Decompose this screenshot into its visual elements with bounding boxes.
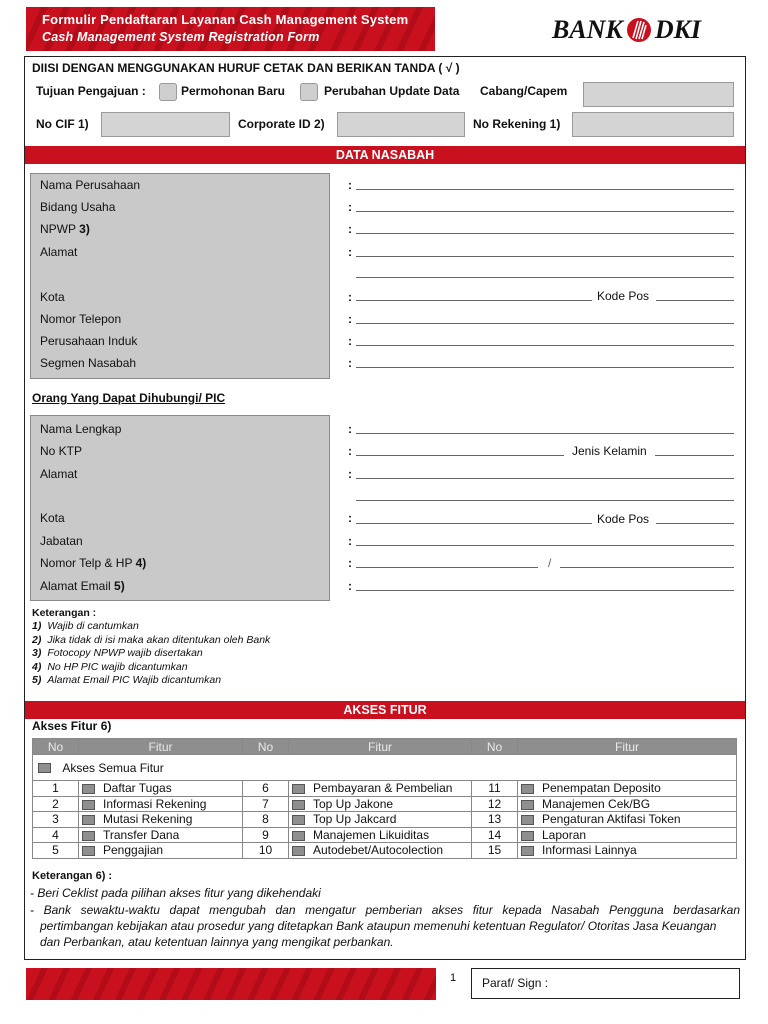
label-pic-address: Alamat [40,467,78,481]
colon: : [348,422,352,436]
colon: : [348,534,352,548]
feature-checkbox[interactable] [521,815,534,825]
feature-number: 10 [243,843,289,859]
new-application-label: Permohonan Baru [181,84,286,98]
feature-cell [289,796,472,812]
input-phone[interactable] [356,323,734,324]
corporate-id-field[interactable] [337,112,465,137]
feature-label: Penempatan Deposito [542,781,661,796]
input-customer-segment[interactable] [356,367,734,368]
notes-list [32,620,270,688]
all-features-row [33,755,737,781]
feature-checkbox[interactable] [82,800,95,810]
label-ktp: No KTP [40,444,83,458]
label-company-name: Nama Perusahaan [40,178,141,192]
feature-checkbox[interactable] [521,800,534,810]
bank-dki-logo [552,12,732,48]
all-features-checkbox[interactable] [38,763,51,773]
feature-label: Top Up Jakone [313,796,394,811]
colon: : [348,511,352,525]
branch-label: Cabang/Capem [480,84,568,98]
purpose-label: Tujuan Pengajuan : [36,84,146,98]
label-parent-company: Perusahaan Induk [40,334,138,348]
feature-number: 2 [33,796,79,812]
account-number-label: No Rekening 1) [473,117,561,131]
new-application-checkbox[interactable] [159,83,177,101]
cif-field[interactable] [101,112,230,137]
feature-label: Autodebet/Autocolection [313,843,444,858]
update-data-label: Perubahan Update Data [324,84,460,98]
table-row [33,827,737,843]
feature-cell [79,812,243,828]
form-subtitle: Cash Management System Registration Form [42,30,320,44]
feature-label: Informasi Lainnya [542,843,637,858]
note-number: 2) [32,633,42,646]
label-pic-email [40,579,125,593]
notes6-line2a: - Bank sewaktu-waktu dapat mengubah dan mengatur pemberian akses fitur kepada Nasabah Pengguna berdasarkan [30,903,740,917]
feature-table [32,738,737,859]
notes6-line2b: pertimbangan kebijakan atau prosedur yang ditetapkan Bank ataupun memenuhi ketentuan Regulator/ Otoritas Jasa Keuangan [40,919,717,933]
label-phone: Nomor Telepon [40,312,122,326]
form-title: Formulir Pendaftaran Layanan Cash Management System [42,12,409,27]
signature-box[interactable] [471,968,740,999]
notes6-title: Keterangan 6) : [32,870,113,882]
account-number-field[interactable] [572,112,734,137]
feature-cell [289,812,472,828]
feature-checkbox[interactable] [292,815,305,825]
label-gender: Jenis Kelamin [572,444,647,458]
pic-labels-panel [30,415,330,601]
feature-checkbox[interactable] [82,784,95,794]
label-npwp-ref: 3) [79,222,90,236]
bank-dki-emblem-icon [625,16,653,44]
feature-checkbox[interactable] [521,831,534,841]
feature-label: Penggajian [103,843,164,858]
table-row [33,781,737,797]
label-business-field: Bidang Usaha [40,200,116,214]
label-pic-email-ref: 5) [114,579,125,593]
feature-number: 13 [472,812,518,828]
note-number: 3) [32,647,42,659]
branch-field[interactable] [583,82,734,107]
feature-cell [289,781,472,797]
col-header-feature: Fitur [289,739,472,755]
feature-checkbox[interactable] [521,784,534,794]
colon: : [348,579,352,593]
note-item [32,647,270,661]
label-pic-city: Kota [40,511,65,525]
feature-label: Daftar Tugas [103,781,172,796]
feature-number: 1 [33,781,79,797]
colon: : [348,556,352,570]
label-pic-postal-code: Kode Pos [597,512,650,526]
label-pic-phone-ref: 4) [135,556,147,570]
update-data-checkbox[interactable] [300,83,318,101]
logo-text-bank: BANK [552,15,623,44]
colon: : [348,290,352,304]
pic-section-title: Orang Yang Dapat Dihubungi/ PIC [32,391,226,405]
feature-cell [289,843,472,859]
input-parent-company[interactable] [356,345,734,346]
feature-checkbox[interactable] [82,831,95,841]
note-text: No HP PIC wajib dicantumkan [47,660,188,673]
note-text: Fotocopy NPWP wajib disertakan [47,647,203,659]
feature-cell [518,796,737,812]
input-position[interactable] [356,545,734,546]
feature-label: Top Up Jakcard [313,812,397,827]
input-pic-address-line2[interactable] [356,500,734,501]
label-npwp-text: NPWP [40,222,76,236]
note-number: 5) [32,674,42,686]
feature-checkbox[interactable] [292,846,305,856]
feature-cell [79,781,243,797]
input-city[interactable] [356,300,592,301]
colon: : [348,178,352,192]
col-header-no: No [472,739,518,755]
label-position: Jabatan [40,534,83,548]
input-ktp[interactable] [356,455,564,456]
label-npwp [40,222,90,236]
corporate-id-label: Corporate ID 2) [238,117,325,131]
colon: : [348,222,352,236]
note-text: Wajib di cantumkan [47,620,139,632]
all-features-label: Akses Semua Fitur [62,760,164,775]
input-pic-address-line1[interactable] [356,478,734,479]
input-full-name[interactable] [356,433,734,434]
col-header-no: No [243,739,289,755]
note-number: 1) [32,620,42,632]
input-business-field[interactable] [356,211,734,212]
feature-number: 3 [33,812,79,828]
input-gender[interactable] [655,455,734,456]
feature-number: 11 [472,781,518,797]
notes-title: Keterangan : [32,607,97,619]
feature-label: Informasi Rekening [103,796,207,811]
feature-number: 5 [33,843,79,859]
input-company-name[interactable] [356,189,734,190]
logo-text-dki: DKI [654,15,702,44]
note-item [32,661,270,675]
table-row [33,843,737,859]
input-postal-code[interactable] [656,300,734,301]
feature-number: 9 [243,827,289,843]
phone-separator: / [548,556,552,570]
colon: : [348,356,352,370]
signature-label: Paraf/ Sign : [482,976,549,990]
feature-label: Laporan [542,827,587,842]
notes6-line2c: dan Perbankan, atau ketentuan lainnya yang mengikat perbankan. [40,935,394,949]
feature-cell [289,827,472,843]
feature-cell [518,827,737,843]
feature-checkbox[interactable] [521,846,534,856]
feature-checkbox[interactable] [292,800,305,810]
colon: : [348,467,352,481]
table-row [33,796,737,812]
label-pic-email-text: Alamat Email [40,579,111,593]
table-row [33,812,737,828]
colon: : [348,312,352,326]
input-npwp[interactable] [356,233,734,234]
input-pic-hp[interactable] [560,567,734,568]
colon: : [348,444,352,458]
colon: : [348,200,352,214]
feature-label: Transfer Dana [103,827,180,842]
feature-cell [79,796,243,812]
label-address: Alamat [40,245,78,259]
feature-checkbox[interactable] [292,784,305,794]
input-address-line1[interactable] [356,256,734,257]
note-text: Jika tidak di isi maka akan ditentukan oleh Bank [47,633,271,646]
note-number: 4) [32,660,42,673]
note-text: Alamat Email PIC Wajib dicantumkan [47,674,222,686]
feature-cell [79,843,243,859]
feature-number: 7 [243,796,289,812]
col-header-feature: Fitur [518,739,737,755]
feature-cell [518,781,737,797]
footer-banner [26,968,436,1000]
col-header-feature: Fitur [79,739,243,755]
colon: : [348,334,352,348]
label-city: Kota [40,290,65,304]
input-pic-postal-code[interactable] [656,523,734,524]
label-full-name: Nama Lengkap [40,422,122,436]
feature-checkbox[interactable] [292,831,305,841]
section-akses-fitur: AKSES FITUR [25,701,745,719]
feature-cell [518,843,737,859]
input-address-line2[interactable] [356,277,734,278]
feature-number: 15 [472,843,518,859]
note-item [32,620,270,634]
feature-label: Pengaturan Aktifasi Token [542,812,681,827]
label-pic-phone-text: Nomor Telp & HP [40,556,133,570]
feature-checkbox[interactable] [82,846,95,856]
input-pic-email[interactable] [356,590,734,591]
feature-number: 12 [472,796,518,812]
section-data-nasabah: DATA NASABAH [25,146,745,164]
feature-number: 6 [243,781,289,797]
note-item [32,634,270,648]
label-customer-segment: Segmen Nasabah [40,356,137,370]
feature-label: Mutasi Rekening [103,812,193,827]
feature-label: Pembayaran & Pembelian [313,781,453,796]
label-postal-code: Kode Pos [597,289,650,303]
feature-access-subtitle: Akses Fitur 6) [32,719,112,733]
feature-number: 8 [243,812,289,828]
feature-number: 14 [472,827,518,843]
col-header-no: No [33,739,79,755]
note-item [32,674,270,688]
colon: : [348,245,352,259]
form-instruction: DIISI DENGAN MENGGUNAKAN HURUF CETAK DAN BERIKAN TANDA ( √ ) [32,61,460,75]
label-pic-phone [40,556,146,570]
feature-cell [79,827,243,843]
feature-cell [518,812,737,828]
cif-label: No CIF 1) [36,117,89,131]
page-number: 1 [450,972,457,984]
input-pic-telp[interactable] [356,567,538,568]
feature-number: 4 [33,827,79,843]
feature-checkbox[interactable] [82,815,95,825]
feature-label: Manajemen Cek/BG [542,796,651,811]
feature-label: Manajemen Likuiditas [313,827,430,842]
input-pic-city[interactable] [356,523,592,524]
notes6-line1: - Beri Ceklist pada pilihan akses fitur yang dikehendaki [30,886,321,900]
